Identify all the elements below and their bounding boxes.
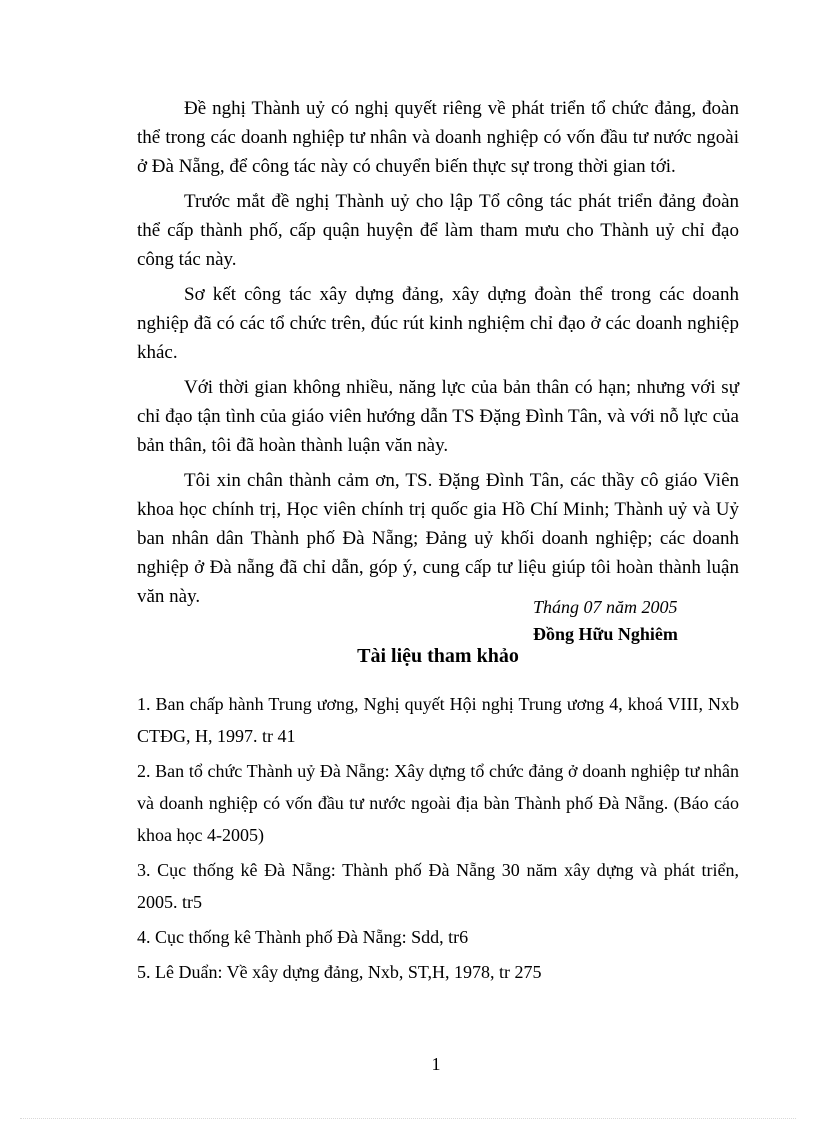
signature-name: Đồng Hữu Nghiêm: [533, 624, 678, 644]
signature-date: Tháng 07 năm 2005: [533, 597, 678, 617]
reference-item: 1. Ban chấp hành Trung ương, Nghị quyết Hội nghị Trung ương 4, khoá VIII, Nxb CTĐG, H, 1997. tr 41: [137, 694, 739, 746]
references-heading: Tài liệu tham khảo: [357, 645, 519, 667]
page-number: 1: [431, 1054, 441, 1074]
page-bottom-divider: [20, 1118, 796, 1119]
paragraph: Tôi xin chân thành cảm ơn, TS. Đặng Đình Tân, các thầy cô giáo Viên khoa học chính trị, Học viên chính trị quốc gia Hồ Chí Minh; Thành uỷ và Uỷ ban nhân dân Thành phố Đà Nẵng; Đảng uỷ khối doanh nghiệp; các doanh nghiệp ở Đà nẵng đã chỉ dẫn, góp ý, cung cấp tư liệu giúp tôi hoàn thành luận văn này.: [137, 470, 739, 607]
closing-recommendations: [137, 94, 739, 617]
paragraph: Sơ kết công tác xây dựng đảng, xây dựng đoàn thể trong các doanh nghiệp đã có các tổ chức trên, đúc rút kinh nghiệm chỉ đạo ở các doanh nghiệp khác.: [137, 284, 739, 363]
paragraph: Với thời gian không nhiều, năng lực của bản thân có hạn; nhưng với sự chỉ đạo tận tình của giáo viên hướng dẫn TS Đặng Đình Tân, và với nỗ lực của bản thân, tôi đã hoàn thành luận văn này.: [137, 377, 739, 456]
reference-item: 2. Ban tổ chức Thành uỷ Đà Nẵng: Xây dựng tổ chức đảng ở doanh nghiệp tư nhân và doanh nghiệp có vốn đầu tư nước ngoài địa bàn Thành phố Đà Nẵng. (Báo cáo khoa học 4-2005): [137, 761, 739, 845]
reference-item: 3. Cục thống kê Đà Nẵng: Thành phố Đà Nẵng 30 năm xây dựng và phát triển, 2005. tr5: [137, 860, 739, 912]
paragraph: Đề nghị Thành uỷ có nghị quyết riêng về phát triển tổ chức đảng, đoàn thể trong các doanh nghiệp tư nhân và doanh nghiệp có vốn đầu tư nước ngoài ở Đà Nẵng, để công tác này có chuyển biến thực sự trong thời gian tới.: [137, 98, 739, 177]
paragraph: Trước mắt đề nghị Thành uỷ cho lập Tổ công tác phát triển đảng đoàn thể cấp thành phố, cấp quận huyện để làm tham mưu cho Thành uỷ chỉ đạo công tác này.: [137, 191, 739, 270]
signature-block: [533, 594, 678, 648]
references-list: [137, 688, 739, 991]
reference-item: 5. Lê Duẩn: Về xây dựng đảng, Nxb, ST,H, 1978, tr 275: [137, 962, 542, 982]
reference-item: 4. Cục thống kê Thành phố Đà Nẵng: Sdd, tr6: [137, 927, 469, 947]
